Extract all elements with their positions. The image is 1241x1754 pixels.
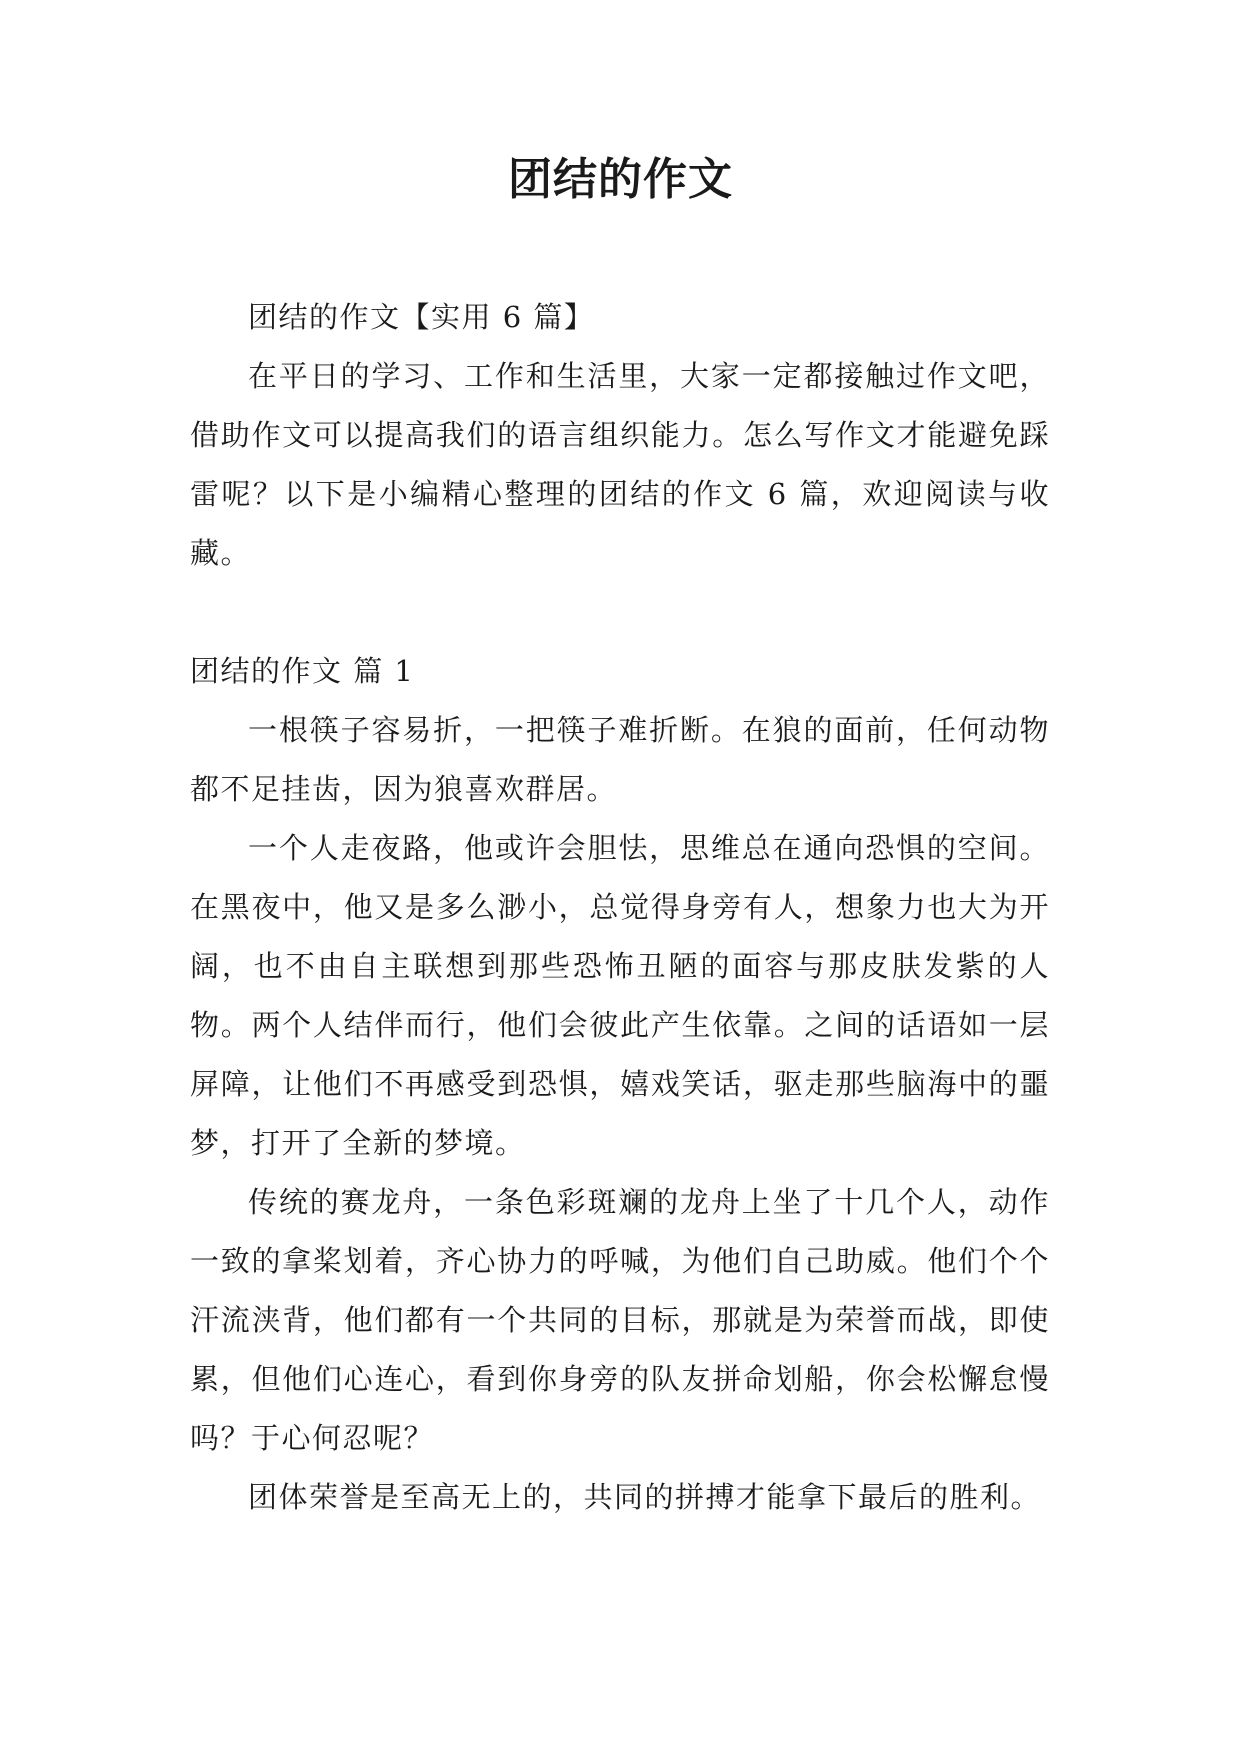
intro-paragraph: 在平日的学习、工作和生活里，大家一定都接触过作文吧，借助作文可以提高我们的语言组织能力。怎么写作文才能避免踩雷呢？以下是小编精心整理的团结的作文 6 篇，欢迎阅读与收藏。 — [190, 359, 1050, 570]
intro-heading: 团结的作文【实用 6 篇】 — [248, 300, 595, 334]
section-heading: 团结的作文 篇 1 — [190, 654, 415, 688]
body-paragraph: 团体荣誉是至高无上的，共同的拼搏才能拿下最后的胜利。 — [248, 1480, 1042, 1514]
section-spacer — [190, 583, 1050, 642]
document-body — [190, 288, 1050, 1527]
body-paragraph: 一根筷子容易折，一把筷子难折断。在狼的面前，任何动物都不足挂齿，因为狼喜欢群居。 — [190, 713, 1050, 806]
body-paragraph: 一个人走夜路，他或许会胆怯，思维总在通向恐惧的空间。在黑夜中，他又是多么渺小，总觉得身旁有人，想象力也大为开阔，也不由自主联想到那些恐怖丑陋的面容与那皮肤发紫的人物。两个人结伴而行，他们会彼此产生依靠。之间的话语如一层屏障，让他们不再感受到恐惧，嬉戏笑话，驱走那些脑海中的噩梦，打开了全新的梦境。 — [190, 831, 1050, 1160]
body-paragraph: 传统的赛龙舟，一条色彩斑斓的龙舟上坐了十几个人，动作一致的拿桨划着，齐心协力的呼喊，为他们自己助威。他们个个汗流浃背，他们都有一个共同的目标，那就是为荣誉而战，即使累，但他们心连心，看到你身旁的队友拼命划船，你会松懈怠慢吗？于心何忍呢？ — [190, 1185, 1050, 1455]
document-title: 团结的作文 — [508, 154, 733, 205]
